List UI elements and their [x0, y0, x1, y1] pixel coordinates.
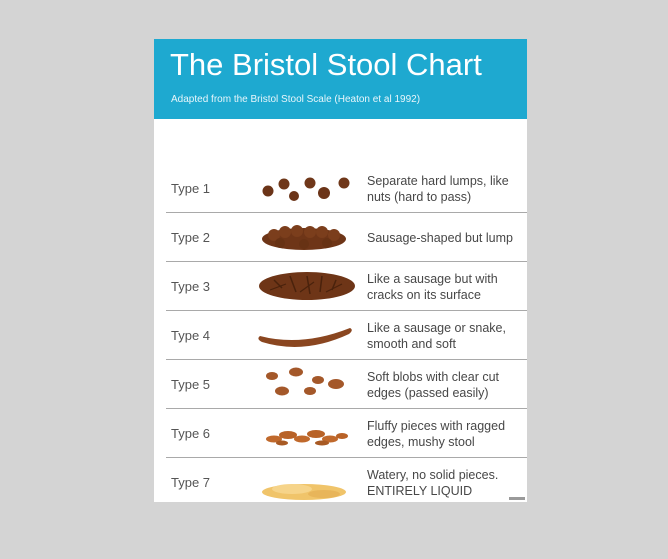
stool-type-row-6 — [154, 409, 527, 458]
type-description: Watery, no solid pieces. ENTIRELY LIQUID — [367, 468, 499, 498]
type-label: Type 1 — [171, 181, 211, 196]
type-description: Sausage-shaped but lump — [367, 231, 513, 245]
stool-type-row-4 — [154, 311, 527, 360]
mushy-pieces-icon — [252, 409, 362, 458]
soft-blobs-icon — [252, 360, 362, 409]
smooth-snake-icon — [252, 311, 362, 360]
page-subtitle: Adapted from the Bristol Stool Scale (Heaton et al 1992) — [171, 94, 421, 105]
type-description: Soft blobs with clear cut edges (passed easily) — [367, 370, 500, 400]
stool-type-row-2 — [154, 213, 527, 262]
type-label: Type 2 — [171, 230, 211, 245]
bristol-stool-chart-card — [154, 39, 527, 502]
stool-type-row-7 — [154, 458, 527, 502]
scroll-indicator — [509, 497, 525, 500]
type-label: Type 7 — [171, 475, 211, 490]
chart-header — [154, 39, 527, 119]
stool-type-row-3 — [154, 262, 527, 311]
type-description: Like a sausage but with cracks on its surface — [367, 272, 498, 302]
hard-lumps-icon — [252, 164, 362, 213]
type-description: Like a sausage or snake, smooth and soft — [367, 321, 506, 351]
type-label: Type 5 — [171, 377, 211, 392]
stool-type-list — [154, 164, 527, 502]
cracked-sausage-icon — [252, 262, 362, 311]
type-label: Type 4 — [171, 328, 211, 343]
type-description: Fluffy pieces with ragged edges, mushy stool — [367, 419, 506, 449]
lumpy-sausage-icon — [252, 213, 362, 262]
watery-liquid-icon — [252, 458, 362, 502]
stool-type-row-5 — [154, 360, 527, 409]
stool-type-row-1 — [154, 164, 527, 213]
page-title: The Bristol Stool Chart — [170, 47, 482, 82]
type-description: Separate hard lumps, like nuts (hard to pass) — [367, 174, 509, 204]
type-label: Type 6 — [171, 426, 211, 441]
type-label: Type 3 — [171, 279, 211, 294]
